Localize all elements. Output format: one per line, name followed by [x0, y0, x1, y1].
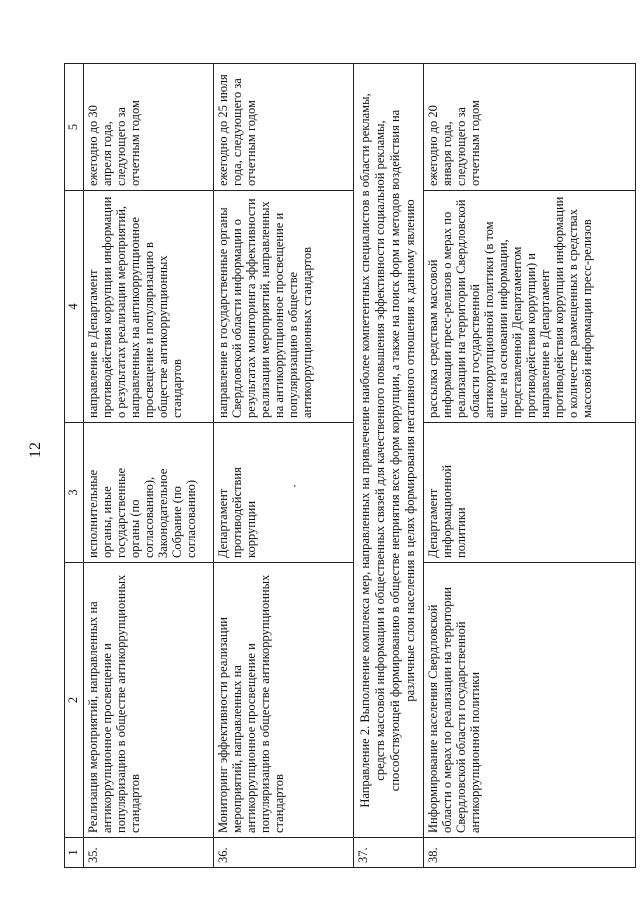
executor-cell — [214, 423, 354, 563]
deadline-cell: ежегодно до 30 апреля года, следующего за отчетным годом — [84, 64, 214, 191]
column-header-1: 1 — [65, 838, 84, 868]
measure-cell: Реализация мероприятий, направленных на антикоррупционное просвещение и популяризацию в обществе антикоррупционных стандартов — [84, 563, 214, 838]
row-number: 36. — [214, 838, 354, 868]
deadline-cell: ежегодно до 25 июля года, следующего за отчетным годом — [214, 64, 354, 191]
deadline-cell: ежегодно до 20 января года, следующего за отчетным годом — [424, 64, 636, 191]
section-heading: Направление 2. Выполнение комплекса мер, направленных на привлечение наиболее компетентных специалистов в области рекламы, средств массовой информации и общественных связей для качественного повышения эффективности социальной рекламы, способствующей формированию в обществе неприятия всех форм коррупции, а также на поиск форм и методов воздействия на различные слои населения в целях формирования негативного отношения к данному явлению — [354, 64, 424, 838]
executor-cell: Департамент информационной политики — [424, 423, 636, 563]
row-number: 38. — [424, 838, 636, 868]
measures-table — [64, 63, 636, 868]
result-cell: рассылка средствам массовой информации пресс-релизов о мерах по реализации на территории Свердловской области государственной антикоррупционной политики (в том числе на основании информации, представленной Департаментом противодействия коррупции) и направление в Департамент противодействия коррупции информации о количестве размещенных в средствах массовой информации пресс-релизов — [424, 191, 636, 423]
column-header-5: 5 — [65, 64, 84, 191]
scan-speck: · — [288, 483, 302, 488]
column-header-4: 4 — [65, 191, 84, 423]
result-cell: направление в Департамент противодействия коррупции информации о результатах реализации мероприятий, направленных на антикоррупционное просвещение и популяризацию в обществе антикоррупционных стандартов — [84, 191, 214, 423]
table-row — [214, 64, 354, 868]
table-row — [84, 64, 214, 868]
executor-text: Департамент противодействия коррупции — [216, 467, 258, 558]
measure-cell: Информирование населения Свердловской области о мерах по реализации на территории Свердловской области государственной антикоррупционной политики — [424, 563, 636, 838]
section-row — [354, 64, 424, 868]
row-number: 35. — [84, 838, 214, 868]
measure-cell: Мониторинг эффективности реализации мероприятий, направленных на антикоррупционное просвещение и популяризацию в обществе антикоррупционных стандартов — [214, 563, 354, 838]
table-row — [424, 64, 636, 868]
page-number: 12 — [27, 442, 44, 458]
result-cell: направление в государственные органы Свердловской области информации о результатах мониторинга эффективности реализации мероприятий, направленных на антикоррупционное просвещение и популяризацию в обществе антикоррупционных стандартов — [214, 191, 354, 423]
row-number: 37. — [354, 838, 424, 868]
executor-cell: исполнительные органы, иные государственные органы (по согласованию), Законодательное Собрание (по согласованию) — [84, 423, 214, 563]
header-row — [65, 64, 84, 868]
column-header-3: 3 — [65, 423, 84, 563]
rotated-table-container — [64, 64, 636, 868]
column-header-2: 2 — [65, 563, 84, 838]
